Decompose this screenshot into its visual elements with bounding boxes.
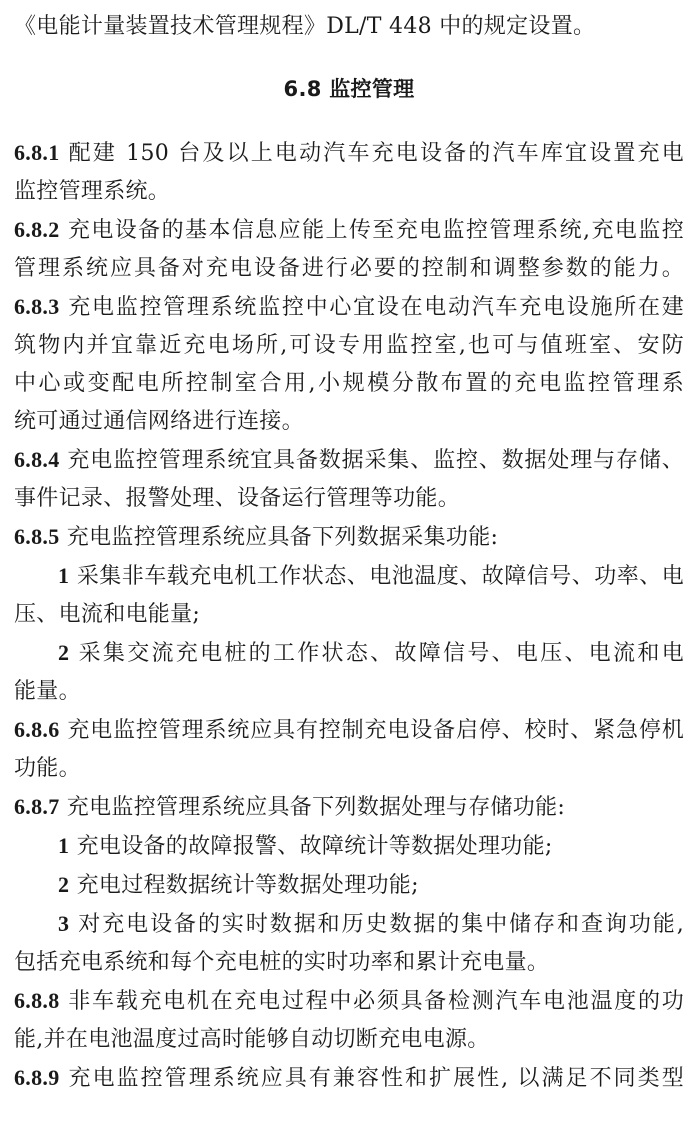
item-number: 1 [58,833,70,858]
clause-text: 充电监控管理系统应具备下列数据处理与存储功能: [66,795,566,820]
clause-6-8-7-item-3-line-2: 包括充电系统和每个充电桩的实时功率和累计充电量。 [14,950,550,975]
clause-number: 6.8.2 [14,217,60,242]
continued-text-line: 《电能计量装置技术管理规程》DL/T 448 中的规定设置。 [14,14,596,39]
clause-text: 充电监控管理系统应具备下列数据采集功能: [66,525,499,550]
item-text: 充电设备的故障报警、故障统计等数据处理功能; [76,834,553,859]
clause-text: 充电监控管理系统监控中心宜设在电动汽车充电设施所在建 [68,295,684,320]
clause-6-8-5-item-2-line-1 [14,634,684,673]
clause-6-8-3-line-1 [14,288,684,327]
clause-number: 6.8.5 [14,524,60,549]
clause-number: 6.8.4 [14,447,60,472]
clause-number: 6.8.8 [14,988,60,1013]
clause-6-8-6-line-1 [14,711,684,750]
clause-6-8-8-line-2: 能,并在电池温度过高时能够自动切断充电电源。 [14,1027,490,1052]
clause-6-8-3-line-3: 中心或变配电所控制室合用,小规模分散布置的充电监控管理系 [14,371,684,396]
clause-6-8-5-item-1-line-2: 压、电流和电能量; [14,602,201,627]
clause-6-8-7-line-1 [14,788,684,827]
clause-6-8-7-item-2 [14,866,684,905]
clause-6-8-2-line-1 [14,211,684,250]
clause-6-8-4-line-2: 事件记录、报警处理、设备运行管理等功能。 [14,486,461,511]
clause-text: 非车载充电机在充电过程中必须具备检测汽车电池温度的功 [68,989,684,1014]
clause-text: 充电设备的基本信息应能上传至充电监控管理系统,充电监控 [67,218,684,243]
clause-number: 6.8.1 [14,140,60,165]
clause-6-8-5-item-1-line-1 [14,557,684,596]
clause-6-8-1-line-2: 监控管理系统。 [14,179,171,204]
clause-6-8-7-item-3-line-1 [14,905,684,944]
clause-6-8-3-line-4: 统可通过通信网络进行连接。 [14,409,304,434]
clause-6-8-8-line-1 [14,982,684,1021]
clause-6-8-5-line-1 [14,518,684,557]
clause-text: 配建 150 台及以上电动汽车充电设备的汽车库宜设置充电 [68,141,684,166]
item-number: 2 [58,640,70,665]
clause-number: 6.8.9 [14,1065,60,1090]
document-page [14,8,684,1098]
clause-number: 6.8.3 [14,294,60,319]
item-number: 1 [58,563,70,588]
clause-6-8-6-line-2: 功能。 [14,756,81,781]
clause-6-8-1-line-1 [14,134,684,173]
section-title: 6.8 监控管理 [283,77,415,101]
item-text: 充电过程数据统计等数据处理功能; [76,873,419,898]
clause-6-8-9-line-1 [14,1059,684,1098]
item-number: 3 [58,911,70,936]
clause-number: 6.8.6 [14,717,60,742]
clause-6-8-5-item-2-line-2: 能量。 [14,679,81,704]
clause-6-8-2-line-2: 管理系统应具备对充电设备进行必要的控制和调整参数的能力。 [14,256,684,281]
clause-6-8-4-line-1 [14,441,684,480]
item-text: 采集非车载充电机工作状态、电池温度、故障信号、功率、电 [76,564,684,589]
clause-number: 6.8.7 [14,794,60,819]
clause-text: 充电监控管理系统宜具备数据采集、监控、数据处理与存储、 [67,448,684,473]
clause-6-8-3-line-2: 筑物内并宜靠近充电场所,可设专用监控室,也可与值班室、安防 [14,333,684,358]
clause-6-8-7-item-1 [14,827,684,866]
item-text: 对充电设备的实时数据和历史数据的集中储存和查询功能, [78,912,685,937]
item-text: 采集交流充电桩的工作状态、故障信号、电压、电流和电 [78,641,684,666]
item-number: 2 [58,872,70,897]
clause-text: 充电监控管理系统应具有控制充电设备启停、校时、紧急停机 [67,718,684,743]
clause-text: 充电监控管理系统应具有兼容性和扩展性, 以满足不同类型 [68,1066,684,1091]
